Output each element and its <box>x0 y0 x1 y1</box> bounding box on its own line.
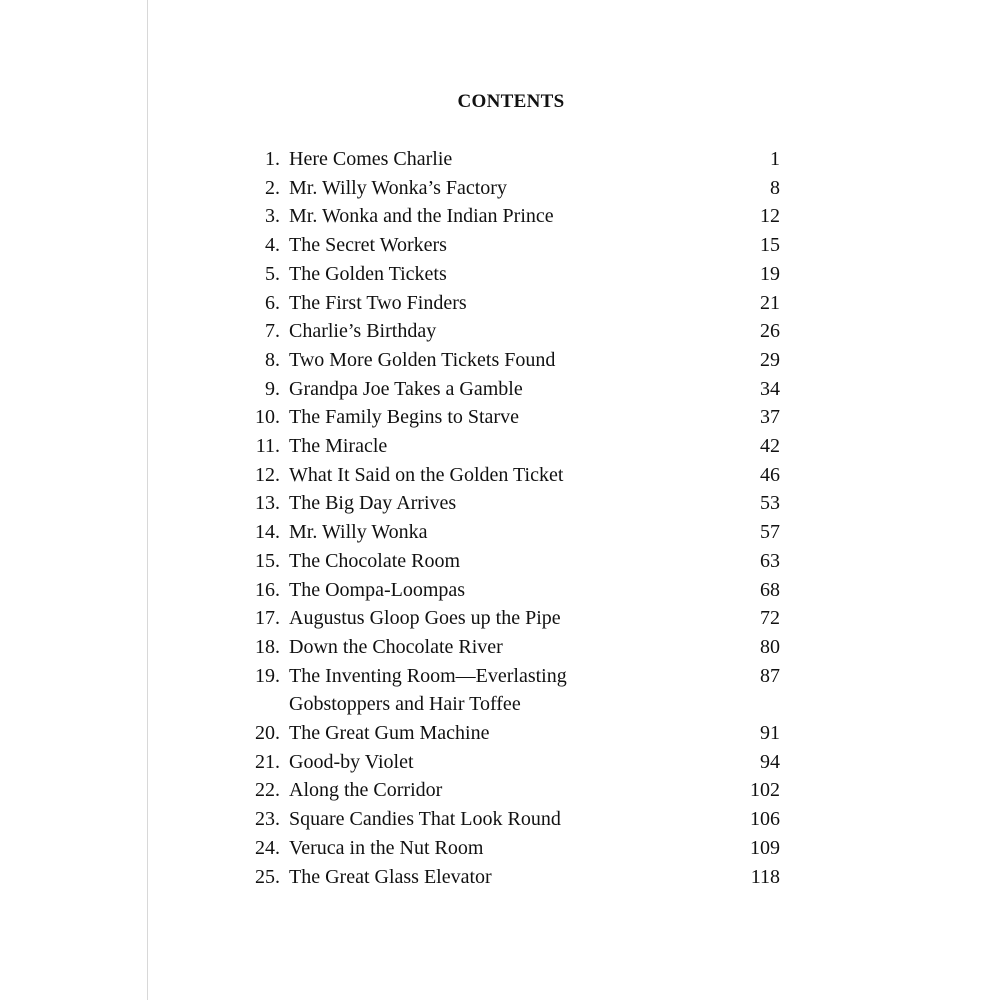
chapter-title: The Big Day Arrives <box>289 492 457 515</box>
chapter-page-number: 37 <box>760 406 780 429</box>
chapter-title: Veruca in the Nut Room <box>289 836 484 859</box>
chapter-number: 2. <box>265 176 280 199</box>
chapter-number: 16. <box>255 578 280 601</box>
toc-entry <box>240 576 780 605</box>
toc-entry <box>240 805 780 834</box>
chapter-title: Down the Chocolate River <box>289 635 503 658</box>
toc-entry <box>240 432 780 461</box>
chapter-number: 25. <box>255 865 280 888</box>
toc-entry <box>240 776 780 805</box>
toc-entry <box>240 518 780 547</box>
chapter-title: The First Two Finders <box>289 291 467 314</box>
toc-entry <box>240 202 780 231</box>
chapter-number: 15. <box>255 549 280 572</box>
chapter-page-number: 118 <box>750 865 780 888</box>
chapter-title: The Miracle <box>289 435 388 458</box>
book-page <box>148 0 1000 1000</box>
chapter-title: Augustus Gloop Goes up the Pipe <box>289 607 561 630</box>
chapter-page-number: 19 <box>760 262 780 285</box>
toc-entry <box>240 834 780 863</box>
chapter-page-number: 80 <box>760 635 780 658</box>
chapter-number: 23. <box>255 808 280 831</box>
toc-entry <box>240 604 780 633</box>
chapter-number: 7. <box>265 320 280 343</box>
chapter-number: 22. <box>255 779 280 802</box>
chapter-title: Good-by Violet <box>289 750 414 773</box>
chapter-number: 1. <box>265 148 280 170</box>
chapter-number: 18. <box>255 635 280 658</box>
chapter-title: Two More Golden Tickets Found <box>289 348 556 371</box>
chapter-number: 14. <box>255 521 280 544</box>
chapter-number: 11. <box>255 435 280 458</box>
chapter-page-number: 53 <box>760 492 780 515</box>
chapter-page-number: 21 <box>760 291 780 314</box>
chapter-page-number: 68 <box>760 578 780 601</box>
chapter-page-number: 106 <box>750 808 780 831</box>
chapter-title: The Family Begins to Starve <box>289 406 519 429</box>
chapter-page-number: 91 <box>760 722 780 745</box>
chapter-title: Mr. Wonka and the Indian Prince <box>289 205 554 228</box>
chapter-title: The Secret Workers <box>289 234 447 257</box>
chapter-title: Mr. Willy Wonka’s Factory <box>289 176 507 199</box>
chapter-number: 20. <box>255 722 280 745</box>
chapter-page-number: 15 <box>760 234 780 257</box>
chapter-number: 4. <box>265 234 280 257</box>
chapter-page-number: 42 <box>760 435 780 458</box>
chapter-page-number: 12 <box>760 205 780 228</box>
chapter-page-number: 8 <box>770 176 780 199</box>
toc-entry <box>240 863 780 892</box>
chapter-title: The Oompa-Loompas <box>289 578 466 601</box>
toc-entry <box>240 662 780 719</box>
chapter-page-number: 26 <box>760 320 780 343</box>
chapter-number: 21. <box>255 750 280 773</box>
toc-entry <box>240 260 780 289</box>
toc-entry <box>240 289 780 318</box>
chapter-number: 24. <box>255 836 280 859</box>
chapter-title: What It Said on the Golden Ticket <box>289 463 564 486</box>
toc-entry <box>240 403 780 432</box>
toc-entry <box>240 375 780 404</box>
chapter-title: Grandpa Joe Takes a Gamble <box>289 377 523 400</box>
chapter-title: Here Comes Charlie <box>289 148 453 170</box>
toc-entry <box>240 489 780 518</box>
chapter-number: 3. <box>265 205 280 228</box>
chapter-number: 13. <box>255 492 280 515</box>
chapter-number: 12. <box>255 463 280 486</box>
toc-entry <box>240 231 780 260</box>
chapter-number: 10. <box>255 406 280 429</box>
chapter-page-number: 29 <box>760 348 780 371</box>
chapter-title: The Inventing Room—Everlasting Gobstoppers and Hair Toffee <box>289 664 567 716</box>
toc-entry <box>240 346 780 375</box>
chapter-page-number: 109 <box>750 836 780 859</box>
chapter-title: Square Candies That Look Round <box>289 808 561 831</box>
chapter-page-number: 34 <box>760 377 780 400</box>
toc-entry <box>240 461 780 490</box>
chapter-number: 9. <box>265 377 280 400</box>
chapter-title: Along the Corridor <box>289 779 443 802</box>
chapter-page-number: 87 <box>760 664 780 687</box>
chapter-number: 19. <box>255 664 280 687</box>
toc-entry <box>240 547 780 576</box>
chapter-title: Mr. Willy Wonka <box>289 521 428 544</box>
toc-entry <box>240 145 780 174</box>
toc-entry <box>240 174 780 203</box>
chapter-page-number: 57 <box>760 521 780 544</box>
chapter-title: The Golden Tickets <box>289 262 447 285</box>
toc-entry <box>240 719 780 748</box>
chapter-number: 5. <box>265 262 280 285</box>
chapter-page-number: 102 <box>750 779 780 802</box>
chapter-number: 17. <box>255 607 280 630</box>
chapter-number: 8. <box>265 348 280 371</box>
chapter-page-number: 63 <box>760 549 780 572</box>
table-of-contents <box>240 145 780 891</box>
chapter-number: 6. <box>265 291 280 314</box>
contents-title: CONTENTS <box>457 91 565 112</box>
toc-entry <box>240 748 780 777</box>
chapter-title: The Great Glass Elevator <box>289 865 492 888</box>
chapter-title: The Chocolate Room <box>289 549 461 572</box>
chapter-page-number: 46 <box>760 463 780 486</box>
toc-entry <box>240 317 780 346</box>
chapter-page-number: 94 <box>760 750 780 773</box>
chapter-title: Charlie’s Birthday <box>289 320 437 343</box>
chapter-page-number: 72 <box>760 607 780 630</box>
chapter-title: The Great Gum Machine <box>289 722 490 745</box>
toc-entry <box>240 633 780 662</box>
chapter-page-number: 1 <box>770 148 780 170</box>
